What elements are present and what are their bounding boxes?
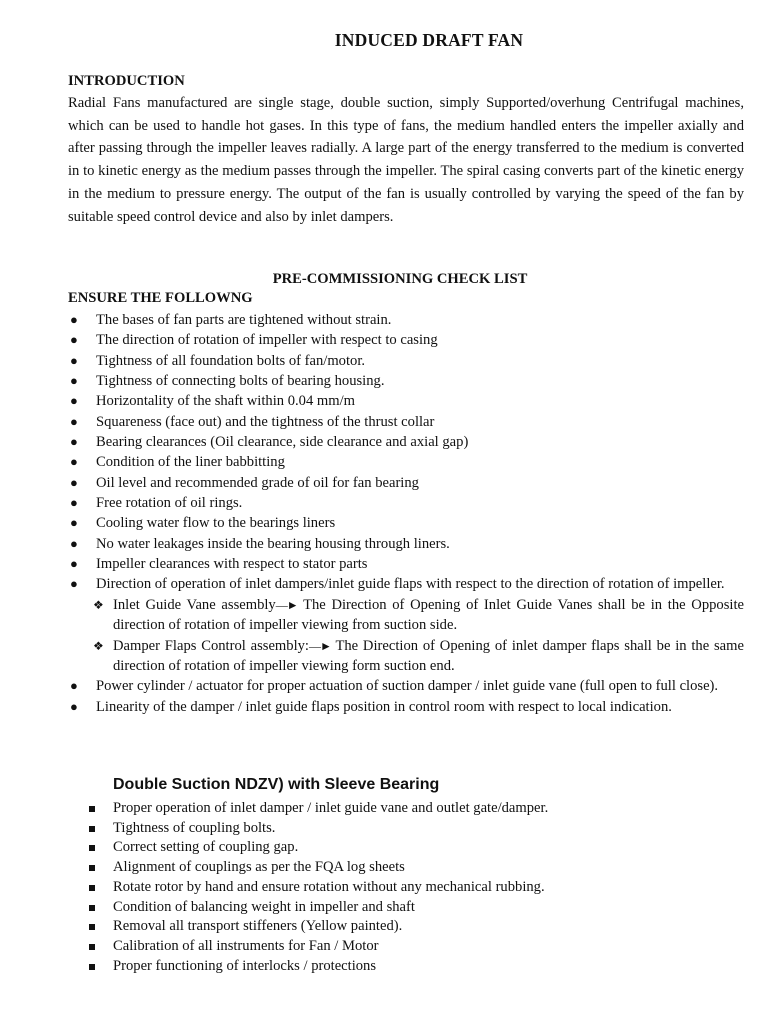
list-item bbox=[68, 676, 744, 696]
square-bullet-icon bbox=[89, 905, 95, 911]
bullet-icon: ● bbox=[70, 515, 78, 531]
bullet-icon: ● bbox=[70, 413, 78, 429]
ndzv-list bbox=[88, 799, 748, 976]
list-item-text: Condition of the liner babbitting bbox=[96, 454, 285, 471]
list-item-text: No water leakages inside the bearing housing through liners. bbox=[96, 535, 450, 552]
list-item bbox=[68, 330, 744, 350]
list-item bbox=[88, 937, 748, 957]
list-item bbox=[88, 799, 748, 819]
list-item-text: Alignment of couplings as per the FQA log sheets bbox=[113, 859, 405, 876]
checklist bbox=[68, 310, 744, 717]
list-item-text: Tightness of coupling bolts. bbox=[113, 819, 276, 836]
square-bullet-icon bbox=[89, 806, 95, 812]
square-bullet-icon bbox=[89, 944, 95, 950]
bullet-icon: ● bbox=[70, 352, 78, 368]
bullet-icon: ● bbox=[70, 312, 78, 327]
list-item-text: Calibration of all instruments for Fan / Motor bbox=[113, 937, 379, 954]
square-bullet-icon bbox=[89, 964, 95, 970]
list-item-text: Tightness of all foundation bolts of fan/motor. bbox=[96, 352, 366, 369]
bullet-icon: ● bbox=[70, 535, 78, 551]
list-item bbox=[68, 513, 744, 533]
list-item-text: Cooling water flow to the bearings liners bbox=[96, 515, 336, 532]
checklist-heading: PRE-COMMISSIONING CHECK LIST bbox=[272, 271, 528, 287]
sub-list-item bbox=[68, 636, 744, 677]
list-item bbox=[88, 917, 748, 937]
arrow-icon: —► bbox=[309, 638, 331, 653]
bullet-icon: ● bbox=[70, 434, 78, 450]
bullet-icon: ● bbox=[70, 495, 78, 511]
list-item-text: Proper operation of inlet damper / inlet guide vane and outlet gate/damper. bbox=[113, 800, 549, 816]
sub-list-item bbox=[68, 595, 744, 636]
introduction-heading: INTRODUCTION bbox=[68, 73, 185, 89]
list-item-text: Bearing clearances (Oil clearance, side clearance and axial gap) bbox=[96, 434, 469, 451]
list-item bbox=[68, 351, 744, 371]
list-item-text: Linearity of the damper / inlet guide flaps position in control room with respect to local indication. bbox=[96, 698, 672, 715]
list-item bbox=[68, 391, 744, 411]
list-item-text: Condition of balancing weight in impeller and shaft bbox=[113, 898, 415, 915]
list-item-text: The bases of fan parts are tightened without strain. bbox=[96, 312, 392, 328]
list-item bbox=[88, 819, 748, 839]
list-item bbox=[68, 310, 744, 330]
bullet-icon: ● bbox=[70, 556, 78, 572]
bullet-icon: ● bbox=[70, 698, 78, 714]
list-item bbox=[88, 957, 748, 977]
bullet-icon: ● bbox=[70, 678, 78, 694]
document-title: INDUCED DRAFT FAN bbox=[334, 30, 524, 50]
list-item-text: Rotate rotor by hand and ensure rotation without any mechanical rubbing. bbox=[113, 878, 545, 895]
sub-item-text: The Direction of Opening of inlet damper flaps shall be in the same direction of rotation of impeller viewing form suction end. bbox=[113, 637, 744, 674]
sub-item-label: Damper Flaps Control assembly: bbox=[113, 637, 309, 654]
list-item bbox=[68, 473, 744, 493]
square-bullet-icon bbox=[89, 924, 95, 930]
sub-item-label: Inlet Guide Vane assembly bbox=[113, 596, 276, 613]
list-item bbox=[88, 858, 748, 878]
diamond-bullet-icon: ❖ bbox=[93, 638, 104, 653]
bullet-icon: ● bbox=[70, 393, 78, 409]
list-item bbox=[68, 554, 744, 574]
arrow-icon: —► bbox=[275, 597, 298, 612]
bullet-icon: ● bbox=[70, 332, 78, 348]
list-item bbox=[68, 534, 744, 554]
list-item-text: Correct setting of coupling gap. bbox=[113, 839, 299, 856]
list-item bbox=[88, 878, 748, 898]
list-item-text: Oil level and recommended grade of oil for fan bearing bbox=[96, 474, 419, 491]
list-item bbox=[68, 432, 744, 452]
list-item-text: Direction of operation of inlet dampers/inlet guide flaps with respect to the direction of rotation of impeller. bbox=[96, 576, 725, 593]
list-item-text: Power cylinder / actuator for proper actuation of suction damper / inlet guide vane (full open to full close). bbox=[96, 678, 719, 695]
sub-list-container bbox=[68, 595, 744, 676]
square-bullet-icon bbox=[89, 826, 95, 832]
list-item bbox=[88, 898, 748, 918]
bullet-icon: ● bbox=[70, 576, 78, 592]
diamond-bullet-icon: ❖ bbox=[93, 597, 104, 612]
introduction-paragraph: Radial Fans manufactured are single stage, double suction, simply Supported/overhung Centrifugal machines, which can be used to handle hot gases. In this type of fans, the medium handled enters the impeller axially and after passing through the impeller leaves radially. A large part of the energy transferred to the medium is converted in to kinetic energy as the medium passes through the impeller. The spiral casing converts part of the kinetic energy in the medium to pressure energy. The output of the fan is usually controlled by varying the speed of the fan by suitable speed control device and also by inlet dampers. bbox=[68, 95, 744, 225]
ensure-heading: ENSURE THE FOLLOWNG bbox=[68, 290, 253, 306]
bullet-icon: ● bbox=[70, 454, 78, 470]
square-bullet-icon bbox=[89, 845, 95, 851]
list-item bbox=[68, 697, 744, 717]
list-item-text: Free rotation of oil rings. bbox=[96, 495, 243, 512]
sub-item-text: The Direction of Opening of Inlet Guide Vanes shall be in the Opposite direction of rotation of impeller viewing from suction side. bbox=[113, 596, 744, 634]
list-item-text: Removal all transport stiffeners (Yellow painted). bbox=[113, 918, 403, 935]
list-item-text: Impeller clearances with respect to stator parts bbox=[96, 556, 368, 573]
list-item bbox=[68, 493, 744, 513]
bullet-icon: ● bbox=[70, 373, 78, 389]
ndzv-heading: Double Suction NDZV) with Sleeve Bearing bbox=[113, 776, 440, 793]
list-item-text: Tightness of connecting bolts of bearing housing. bbox=[96, 373, 385, 390]
list-item-text: Squareness (face out) and the tightness of the thrust collar bbox=[96, 413, 435, 430]
list-item bbox=[68, 452, 744, 472]
sub-list bbox=[68, 595, 744, 676]
list-item-text: Horizontality of the shaft within 0.04 mm/m bbox=[96, 393, 356, 410]
list-item bbox=[68, 371, 744, 391]
square-bullet-icon bbox=[89, 865, 95, 871]
list-item bbox=[68, 574, 744, 594]
square-bullet-icon bbox=[89, 885, 95, 891]
list-item bbox=[68, 412, 744, 432]
bullet-icon: ● bbox=[70, 474, 78, 490]
list-item-text: Proper functioning of interlocks / protections bbox=[113, 957, 377, 974]
list-item bbox=[88, 838, 748, 858]
list-item-text: The direction of rotation of impeller with respect to casing bbox=[96, 332, 438, 349]
